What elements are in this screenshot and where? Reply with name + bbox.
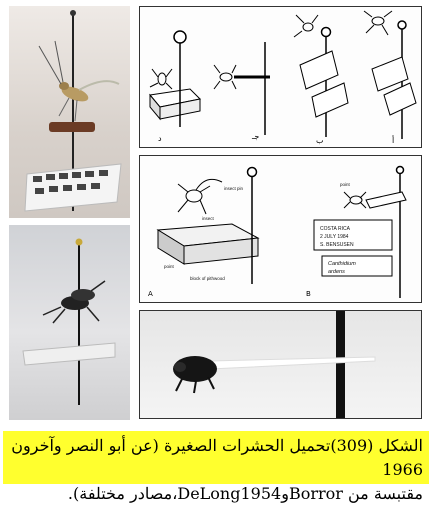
panel-label-A: A xyxy=(148,290,153,298)
photo-beetle-on-point xyxy=(139,310,422,419)
drawing-top-art xyxy=(140,7,422,148)
label-insect-pin: insect pin xyxy=(224,186,244,191)
photo-mounted-beetles xyxy=(9,225,130,420)
photo-beetle-art xyxy=(140,311,422,419)
label-insect: insect xyxy=(202,216,214,221)
caption-line-2: مقتبسة من BorrorوDeLong1954،مصادر مختلفة). xyxy=(67,484,423,503)
taxon-line-1: Canthidium xyxy=(328,261,356,267)
taxon-line-2: ardens xyxy=(328,269,345,275)
panel-label-B: B xyxy=(306,290,311,298)
label-point-right: point xyxy=(340,182,350,187)
caption-line-1: الشكل (309)تحميل الحشرات الصغيرة (عن أبو النصر وآخرون 1966 xyxy=(11,436,423,479)
card-line-2: 2 JULY 1984 xyxy=(320,234,349,240)
label-block: block of pithwood xyxy=(190,276,225,281)
panel-label-b: ب xyxy=(316,136,324,145)
figure-caption xyxy=(3,431,429,503)
drawing-panel-top xyxy=(139,6,422,148)
panel-label-d: د xyxy=(158,134,162,143)
drawing-panel-middle xyxy=(139,155,422,303)
photo-mounted-fly xyxy=(9,6,130,218)
photo-mounted-beetles-art xyxy=(9,225,130,420)
card-line-1: COSTA RICA xyxy=(320,226,350,232)
card-line-3: S. BENSUSEN xyxy=(320,242,354,248)
panel-label-c: جـ xyxy=(252,132,260,141)
drawing-middle-art xyxy=(140,156,422,303)
photo-mounted-fly-art xyxy=(9,6,130,218)
label-point: point xyxy=(164,264,174,269)
panel-label-a: أ xyxy=(392,136,395,145)
